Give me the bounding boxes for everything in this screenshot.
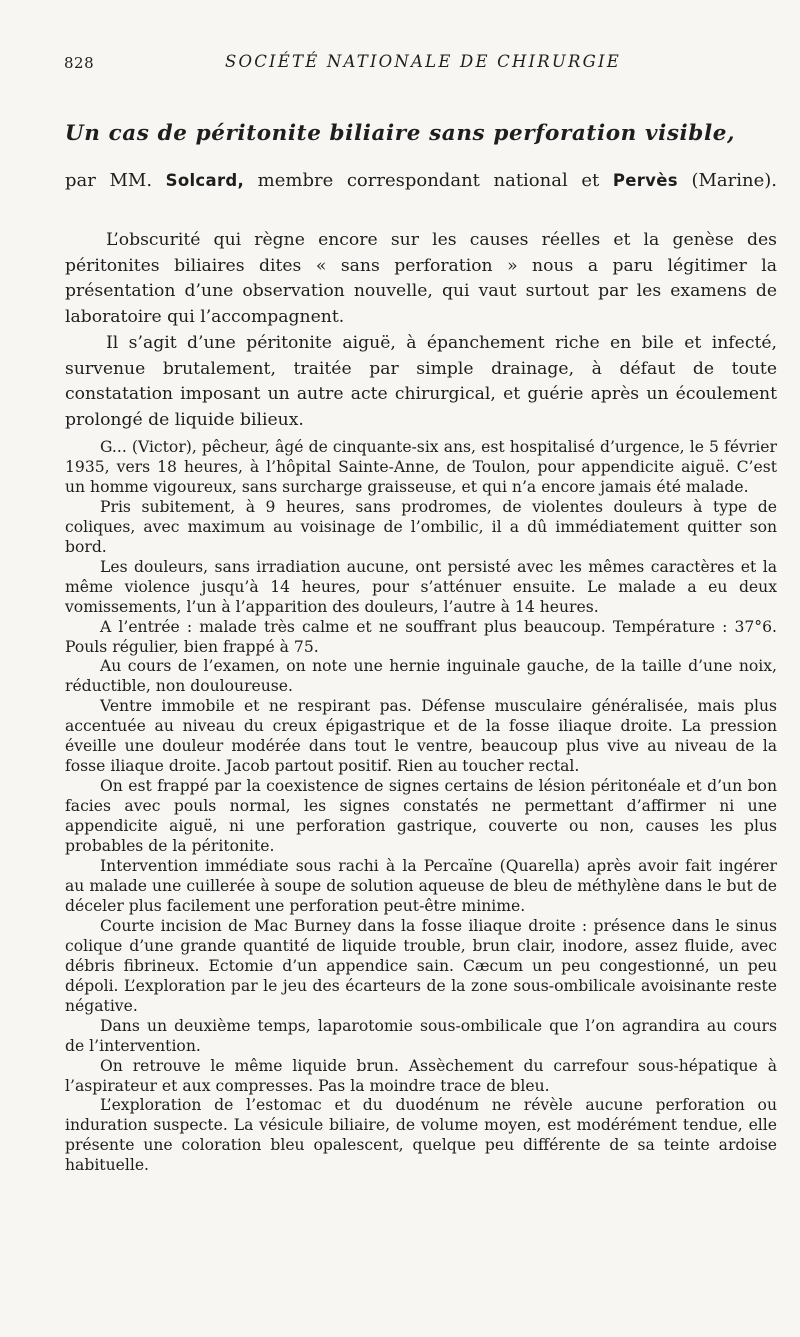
running-head — [0, 52, 800, 76]
intro-paragraph: Il s’agit d’une péritonite aiguë, à épanchement riche en bile et infecté, survenue brutalement, traitée par simple drainage, à défaut de toute constatation imposant un autre acte chirurgical, et guérie après un écoulement prolongé de liquide bilieux. — [65, 332, 777, 430]
journal-title: SOCIÉTÉ NATIONALE DE CHIRURGIE — [225, 52, 621, 71]
introduction — [65, 228, 777, 434]
body-paragraph: Les douleurs, sans irradiation aucune, ont persisté avec les mêmes caractères et la même violence jusqu’à 14 heures, pour s’atténuer ensuite. Le malade a eu deux vomissements, l’un à l’apparition des douleurs, l’autre à 14 heures. — [65, 557, 777, 616]
body-paragraph: L’exploration de l’estomac et du duodénum ne révèle aucune perforation ou induration suspecte. La vésicule biliaire, de volume moyen, est modérément tendue, elle présente une coloration bleu opalescent, quelque peu différente de sa teinte ardoise habituelle. — [65, 1096, 777, 1175]
body-paragraph: Dans un deuxième temps, laparotomie sous-ombilicale que l’on agrandira au cours de l’intervention. — [65, 1016, 777, 1055]
intro-paragraph: L’obscurité qui règne encore sur les causes réelles et la genèse des péritonites biliaires dites « sans perforation » nous a paru légitimer la présentation d’une observation nouvelle, qui vaut surtout par les examens de laboratoire qui l’accompagnent. — [65, 230, 777, 328]
body-paragraph: Courte incision de Mac Burney dans la fosse iliaque droite : présence dans le sinus colique d’une grande quantité de liquide trouble, brun clair, inodore, assez fluide, avec débris fibrineux. Ectomie d’un appendice sain. Cæcum un peu congestionné, un peu dépoli. L’exploration par le jeu des écarteurs de la zone sous-ombilicale avoisinante reste négative. — [65, 916, 777, 1015]
article-title: Un cas de péritonite biliaire sans perforation visible, — [64, 121, 736, 146]
body-paragraph: On est frappé par la coexistence de signes certains de lésion péritonéale et d’un bon facies avec pouls normal, les signes constatés ne permettant d’affirmer ni une appendicite aiguë, ni une perforation gastrique, couverte ou non, causes les plus probables de la péritonite. — [65, 777, 777, 856]
body-paragraph: A l’entrée : malade très calme et ne souffrant plus beaucoup. Température : 37°6. Pouls régulier, bien frappé à 75. — [65, 617, 777, 656]
body-paragraph: Intervention immédiate sous rachi à la Percaïne (Quarella) après avoir fait ingérer au malade une cuillerée à soupe de solution aqueuse de bleu de méthylène dans le but de déceler plus facilement une perforation peut-être minime. — [65, 857, 777, 915]
body-paragraph: G... (Victor), pêcheur, âgé de cinquante-six ans, est hospitalisé d’urgence, le 5 février 1935, vers 18 heures, à l’hôpital Sainte-Anne, de Toulon, pour appendicite aiguë. C’est un homme vigoureux, sans surcharge graisseuse, et qui n’a encore jamais été malade. — [65, 438, 777, 496]
byline — [65, 170, 777, 191]
body-paragraph: On retrouve le même liquide brun. Assèchement du carrefour sous-hépatique à l’aspirateur et aux compresses. Pas la moindre trace de bleu. — [65, 1056, 777, 1095]
byline-prefix: par MM. — [65, 170, 153, 191]
byline-middle: membre correspondant national et — [257, 170, 600, 191]
case-report — [65, 438, 777, 1176]
body-paragraph: Pris subitement, à 9 heures, sans prodromes, de violentes douleurs à type de coliques, avec maximum au voisinage de l’ombilic, il a dû immédiatement quitter son bord. — [65, 497, 777, 556]
body-paragraph: Ventre immobile et ne respirant pas. Défense musculaire généralisée, mais plus accentuée au niveau du creux épigastrique et de la fosse iliaque droite. La pression éveille une douleur modérée dans tout le ventre, beaucoup plus vive au niveau de la fosse iliaque droite. Jacob partout positif. Rien au toucher rectal. — [65, 697, 777, 776]
author-solcard: Solcard, — [165, 171, 245, 190]
page-number: 828 — [64, 54, 95, 72]
body-paragraph: Au cours de l’examen, on note une hernie inguinale gauche, de la taille d’une noix, réductible, non douloureuse. — [65, 657, 777, 696]
author-perves: Pervès — [612, 171, 678, 190]
byline-suffix: (Marine). — [691, 170, 777, 191]
